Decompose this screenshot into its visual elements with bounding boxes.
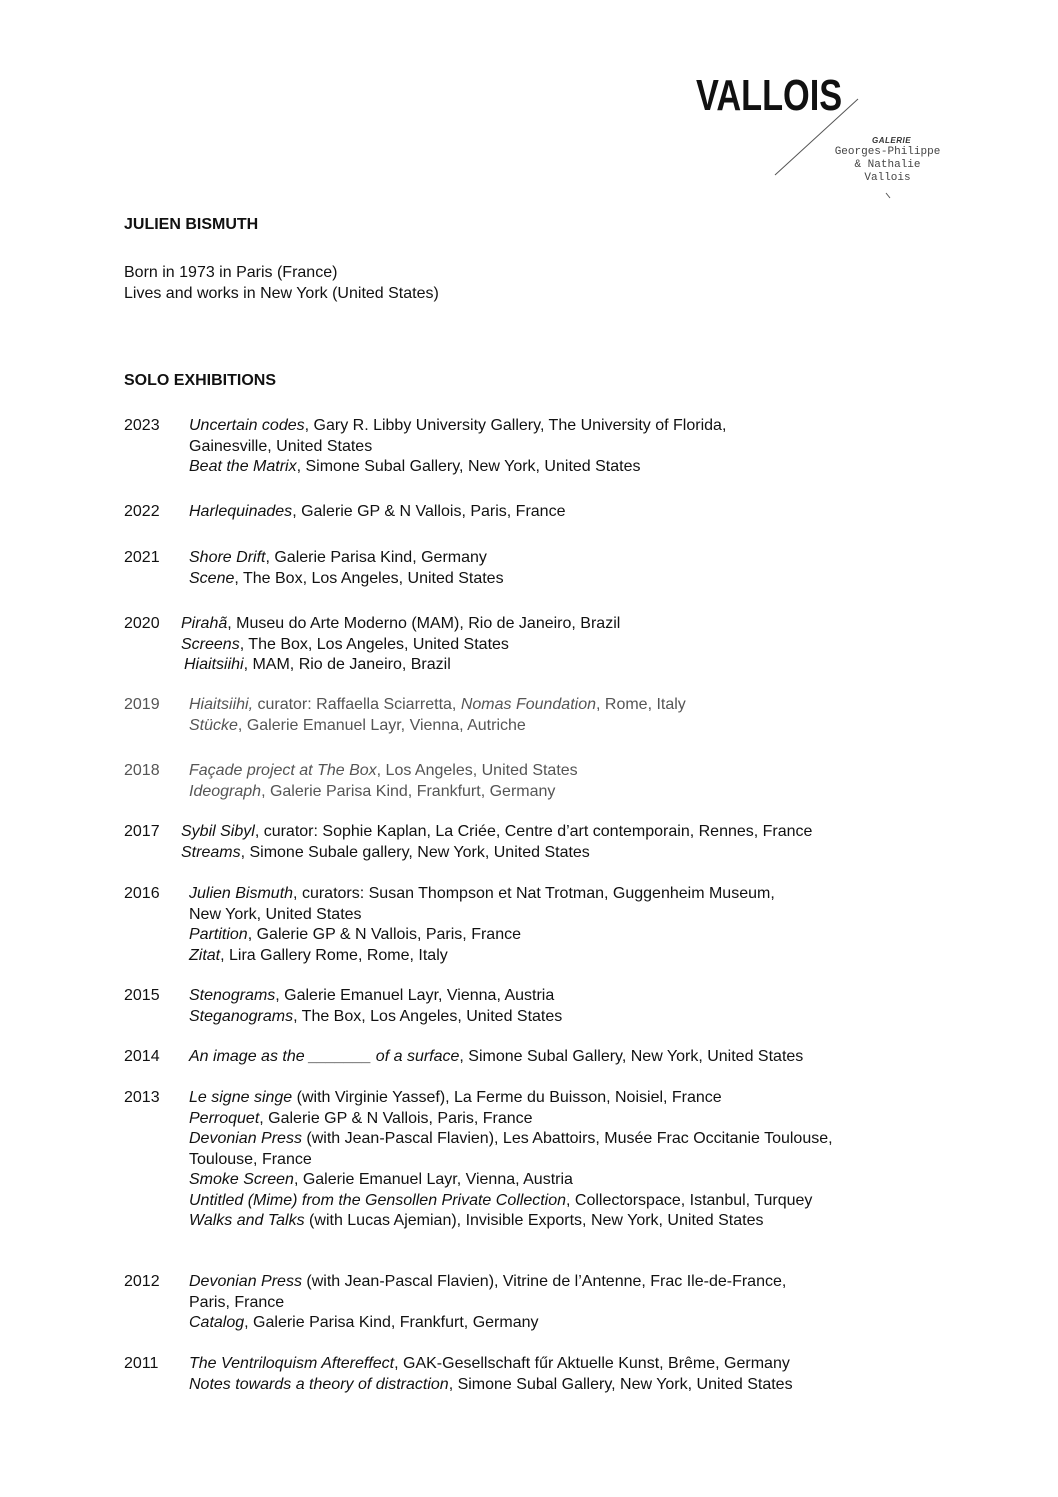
exhibition-entry: [189, 1191, 833, 1212]
exhibition-title: Zitat: [189, 946, 221, 964]
exhibition-year: 2016: [124, 885, 160, 902]
exhibition-detail: curator: Raffaella Sciarretta,: [253, 696, 461, 713]
exhibition-detail: , The Box, Los Angeles, United States: [293, 1007, 563, 1025]
exhibition-title: Stücke: [189, 716, 238, 734]
exhibition-title: Pirahã: [181, 615, 228, 632]
exhibition-entries: [189, 761, 578, 802]
exhibition-year: 2012: [124, 1273, 160, 1290]
exhibition-entry: [189, 884, 775, 905]
exhibition-detail: , curator: Sophie Kaplan, La Criée, Centre d’art contemporain, Rennes, France: [254, 823, 813, 840]
exhibition-title: Screens: [181, 635, 240, 653]
exhibition-title: Julien Bismuth: [189, 885, 294, 902]
exhibition-year: 2019: [124, 696, 160, 713]
exhibition-title: Façade project at The Box: [189, 762, 377, 779]
artist-name: JULIEN BISMUTH: [124, 216, 259, 233]
exhibition-year: 2017: [124, 823, 160, 840]
exhibition-entry: [189, 437, 726, 458]
exhibition-detail: , Galerie Emanuel Layr, Vienna, Autriche: [237, 716, 526, 734]
exhibition-title: Catalog: [189, 1314, 245, 1331]
exhibition-entry: [189, 1088, 833, 1109]
exhibition-year: 2020: [124, 615, 160, 632]
exhibition-entries: [189, 986, 562, 1027]
exhibition-entry: [189, 695, 686, 716]
exhibition-title: Steganograms: [189, 1007, 294, 1025]
exhibition-detail: , curators: Susan Thompson et Nat Trotman, Guggenheim Museum,: [293, 885, 775, 902]
exhibition-title: Nomas Foundation: [460, 696, 596, 713]
exhibition-title: Uncertain codes: [189, 417, 305, 434]
exhibition-detail: , MAM, Rio de Janeiro, Brazil: [243, 656, 451, 673]
exhibition-entries: [189, 416, 726, 478]
exhibition-detail: , Galerie GP & N Vallois, Paris, France: [292, 503, 566, 520]
exhibition-detail: , Rome, Italy: [596, 696, 686, 713]
exhibition-detail: Gainesville, United States: [189, 437, 373, 455]
exhibition-detail: (with Jean-Pascal Flavien), Les Abattoirs, Musée Frac Occitanie Toulouse,: [301, 1130, 833, 1147]
exhibition-entry: [181, 843, 812, 864]
exhibition-entries: [189, 1047, 803, 1068]
exhibition-detail: , Galerie Parisa Kind, Germany: [265, 549, 487, 566]
exhibition-year: 2015: [124, 987, 160, 1004]
exhibition-entry: [181, 635, 620, 656]
exhibition-detail: , Simone Subale gallery, New York, United States: [240, 843, 590, 861]
exhibition-title: Devonian Press: [189, 1130, 302, 1147]
exhibition-entries: [189, 1272, 786, 1334]
exhibition-title: Partition: [189, 926, 248, 943]
logo-galerie-label: GALERIE: [872, 136, 912, 145]
exhibition-entry: [189, 1007, 562, 1028]
bio-born: Born in 1973 in Paris (France): [124, 264, 338, 281]
logo-name-line: & Nathalie: [854, 159, 921, 171]
exhibition-detail: , Galerie Emanuel Layr, Vienna, Austria: [293, 1171, 573, 1188]
exhibition-title: The Ventriloquism Aftereffect: [189, 1355, 395, 1372]
exhibition-detail: , Galerie Parisa Kind, Frankfurt, Germany: [261, 782, 556, 800]
exhibition-entries: [189, 1354, 793, 1395]
exhibition-entry: [189, 1129, 833, 1150]
exhibition-detail: , Los Angeles, United States: [376, 762, 578, 779]
exhibition-entry: [181, 822, 812, 843]
exhibition-title: Shore Drift: [189, 549, 266, 566]
exhibition-title: Hiaitsiihi,: [189, 696, 254, 713]
exhibition-title: Walks and Talks: [189, 1212, 305, 1229]
exhibition-title: Untitled (Mime) from the Gensollen Private Collection: [189, 1191, 567, 1209]
exhibition-title: Notes towards a theory of distraction: [189, 1375, 449, 1393]
exhibition-entry: [189, 716, 686, 737]
exhibition-detail: Toulouse, France: [189, 1150, 312, 1168]
exhibition-entry: [189, 1150, 833, 1171]
exhibition-title: Harlequinades: [189, 503, 293, 520]
section-title: SOLO EXHIBITIONS: [124, 372, 277, 389]
exhibition-detail: (with Virginie Yassef), La Ferme du Buisson, Noisiel, France: [292, 1089, 722, 1106]
exhibition-detail: , The Box, Los Angeles, United States: [234, 569, 504, 587]
exhibition-entry: [184, 655, 620, 676]
exhibition-entry: [189, 569, 504, 590]
exhibition-entries: [189, 502, 565, 523]
exhibition-year: 2018: [124, 762, 160, 779]
exhibition-detail: , Simone Subal Gallery, New York, United States: [448, 1375, 793, 1393]
exhibition-entry: [189, 548, 504, 569]
exhibition-detail: , The Box, Los Angeles, United States: [239, 635, 509, 653]
exhibition-entry: [189, 946, 775, 967]
exhibition-title: Perroquet: [189, 1109, 260, 1127]
exhibition-title: Beat the Matrix: [189, 458, 297, 475]
exhibition-title: Streams: [181, 843, 241, 861]
exhibition-title: Stenograms: [189, 987, 276, 1004]
exhibition-entry: [189, 457, 726, 478]
exhibition-title: Sybil Sibyl: [181, 823, 255, 840]
exhibition-year: 2021: [124, 549, 160, 566]
exhibition-detail: , Galerie GP & N Vallois, Paris, France: [259, 1109, 533, 1127]
exhibition-entry: [189, 925, 775, 946]
logo-name-line: Vallois: [864, 172, 911, 184]
exhibition-entries: [181, 614, 621, 676]
logo-name-line: Georges-Philippe: [834, 146, 941, 158]
exhibition-entry: [189, 1313, 786, 1334]
exhibition-detail: , Simone Subal Gallery, New York, United States: [459, 1048, 804, 1065]
exhibition-detail: (with Jean-Pascal Flavien), Vitrine de l’Antenne, Frac Ile-de-France,: [301, 1273, 787, 1290]
exhibition-detail: , Simone Subal Gallery, New York, United States: [296, 458, 641, 475]
exhibition-detail: , Collectorspace, Istanbul, Turquey: [566, 1191, 813, 1209]
exhibition-entries: [189, 695, 686, 736]
exhibition-entry: [189, 1211, 833, 1232]
logo-wordmark: VALLOIS: [696, 71, 843, 120]
exhibition-detail: , Gary R. Libby University Gallery, The University of Florida,: [304, 417, 727, 434]
exhibition-detail: , Museu do Arte Moderno (MAM), Rio de Janeiro, Brazil: [227, 615, 621, 632]
exhibition-entry: [189, 1047, 803, 1068]
exhibition-title: Le signe singe: [189, 1089, 293, 1106]
exhibition-entry: [189, 416, 726, 437]
exhibition-title: Smoke Screen: [189, 1171, 294, 1188]
exhibition-detail: , Galerie Parisa Kind, Frankfurt, Germany: [244, 1314, 539, 1331]
exhibition-year: 2014: [124, 1048, 160, 1065]
exhibition-detail: , Galerie GP & N Vallois, Paris, France: [247, 926, 521, 943]
exhibition-detail: New York, United States: [189, 905, 362, 923]
exhibition-entry: [181, 614, 620, 635]
exhibition-title: Ideograph: [189, 782, 262, 800]
exhibition-title: Hiaitsiihi: [184, 656, 244, 673]
gallery-logo: [0, 0, 1058, 210]
exhibition-detail: Paris, France: [189, 1293, 285, 1311]
exhibition-title: Devonian Press: [189, 1273, 302, 1290]
exhibition-entry: [189, 905, 775, 926]
artist-bio: [124, 262, 439, 304]
exhibition-title: Scene: [189, 569, 235, 587]
logo-names: [830, 146, 945, 185]
exhibition-entry: [189, 782, 578, 803]
exhibition-entries: [189, 548, 504, 589]
exhibition-entries: [189, 1088, 833, 1232]
exhibition-entry: [189, 761, 578, 782]
exhibition-detail: (with Lucas Ajemian), Invisible Exports, New York, United States: [304, 1212, 764, 1229]
exhibition-entries: [189, 884, 775, 966]
exhibition-year: 2013: [124, 1089, 160, 1106]
exhibition-title: An image as the _______ of a surface: [189, 1048, 460, 1065]
exhibition-entry: [189, 502, 565, 523]
bio-lives: Lives and works in New York (United States): [124, 285, 439, 302]
exhibition-entry: [189, 1109, 833, 1130]
exhibition-year: 2023: [124, 417, 160, 434]
exhibition-entry: [189, 1375, 793, 1396]
exhibition-entry: [189, 986, 562, 1007]
exhibition-year: 2011: [124, 1355, 159, 1372]
exhibition-entry: [189, 1293, 786, 1314]
exhibition-entries: [181, 822, 813, 863]
exhibition-year: 2022: [124, 503, 160, 520]
exhibition-entry: [189, 1354, 793, 1375]
exhibition-detail: , GAK-Gesellschaft fűr Aktuelle Kunst, Brême, Germany: [394, 1355, 790, 1372]
exhibition-detail: , Lira Gallery Rome, Rome, Italy: [220, 946, 448, 964]
exhibition-entry: [189, 1170, 833, 1191]
exhibition-detail: , Galerie Emanuel Layr, Vienna, Austria: [275, 987, 555, 1004]
exhibition-entry: [189, 1272, 786, 1293]
